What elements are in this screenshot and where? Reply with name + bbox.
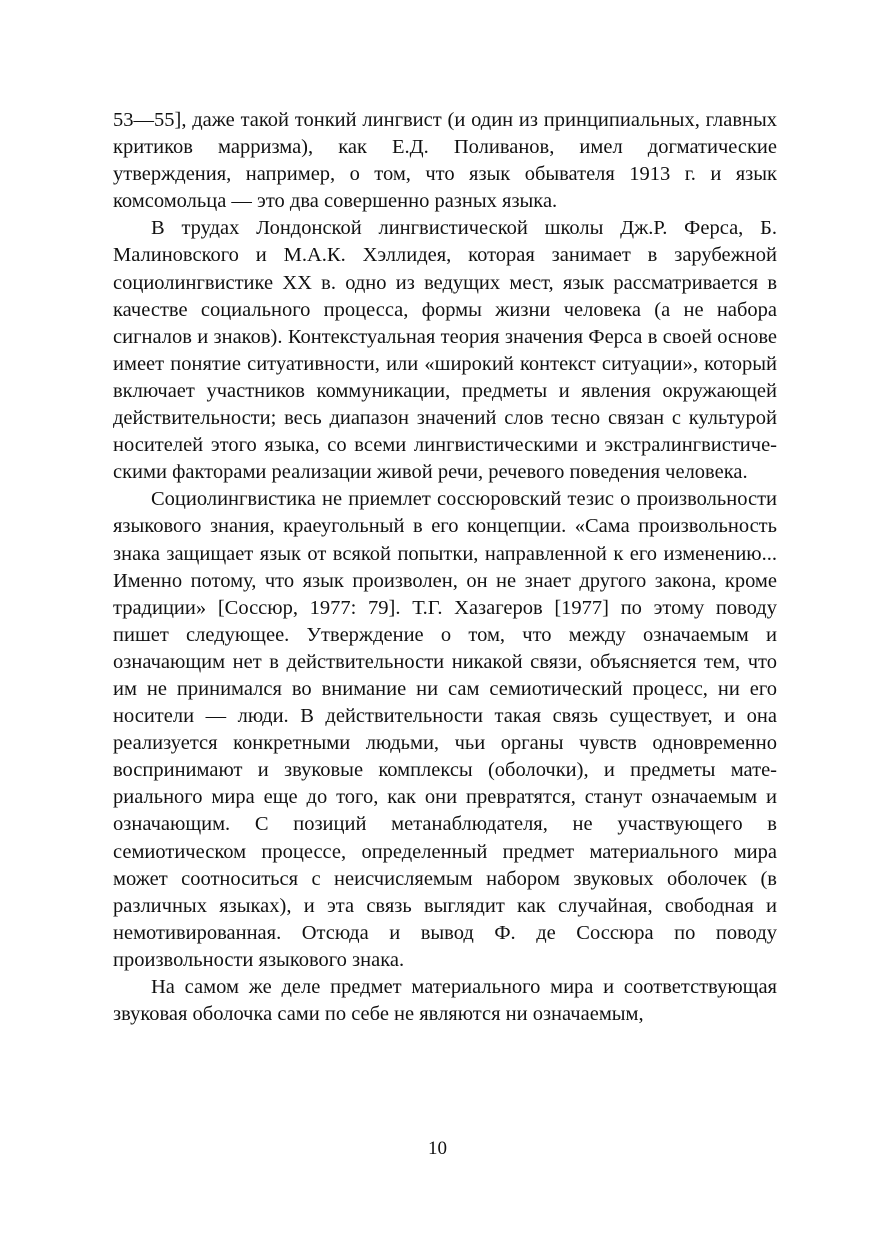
paragraph-4: На самом же деле предмет материального мира и соответствующая звуковая оболочка сами по себе не являются ни означаемым, [113,976,777,1026]
paragraph-2: В трудах Лондонской лингвистической школы Дж.Р. Ферса, Б. Малиновского и М.А.К. Хэллидея, которая занимает в зарубежной социолингвистике XX в. одно из ведущих мест, язык рассматривается в качестве социального процесса, формы жизни человека (а не набора сигналов и знаков). Контекстуальная теория значения Ферса в своей основе имеет понятие ситуативности, или «широкий контекст ситуации», который включает участников коммуникации, предметы и явления окружающей действительности; весь диапазон значений слов тесно связан с культурой носителей этого языка, со всеми лингвистическими и экстралингвистическими факторами реализации живой речи, речевого поведения человека. [113,217,777,484]
paragraph-3: Социолингвистика не приемлет соссюровский тезис о произвольности языкового знания, краеугольный в его концепции. «Сама произвольность знака защищает язык от всякой попытки, направленной к его изменению... Именно потому, что язык произволен, он не знает другого закона, кроме традиции» [Соссюр, 1977: 79]. Т.Г. Хазагеров [1977] по этому поводу пишет следующее. Утверждение о том, что между означаемым и означающим нет в действительности никакой связи, объясняется тем, что им не принимался во внимание ни сам семиотический процесс, ни его носители — люди. В действительности такая связь существует, и она реализуется конкретными людьми, чьи органы чувств одновременно воспринимают и звуковые комплексы (оболочки), и предметы материального мира еще до того, как они превратятся, станут означаемым и означающим. С позиций метанаблюдателя, не участвующего в семиотическом процессе, определенный предмет материального мира может соотноситься с неисчисляемым набором звуковых оболочек (в различных языках), и эта связь выглядит как случайная, свободная и немотивированная. Отсюда и вывод Ф. де Соссюра по поводу произвольности языкового знака. [113,488,777,971]
paragraph-1: 53—55], даже такой тонкий лингвист (и один из принципиальных, главных критиков марризма), как Е.Д. Поливанов, имел догматические утверждения, например, о том, что язык обывателя 1913 г. и язык комсомольца — это два совершенно разных языка. [113,109,777,213]
page-number: 10 [428,1138,447,1159]
page-body [113,107,777,1028]
